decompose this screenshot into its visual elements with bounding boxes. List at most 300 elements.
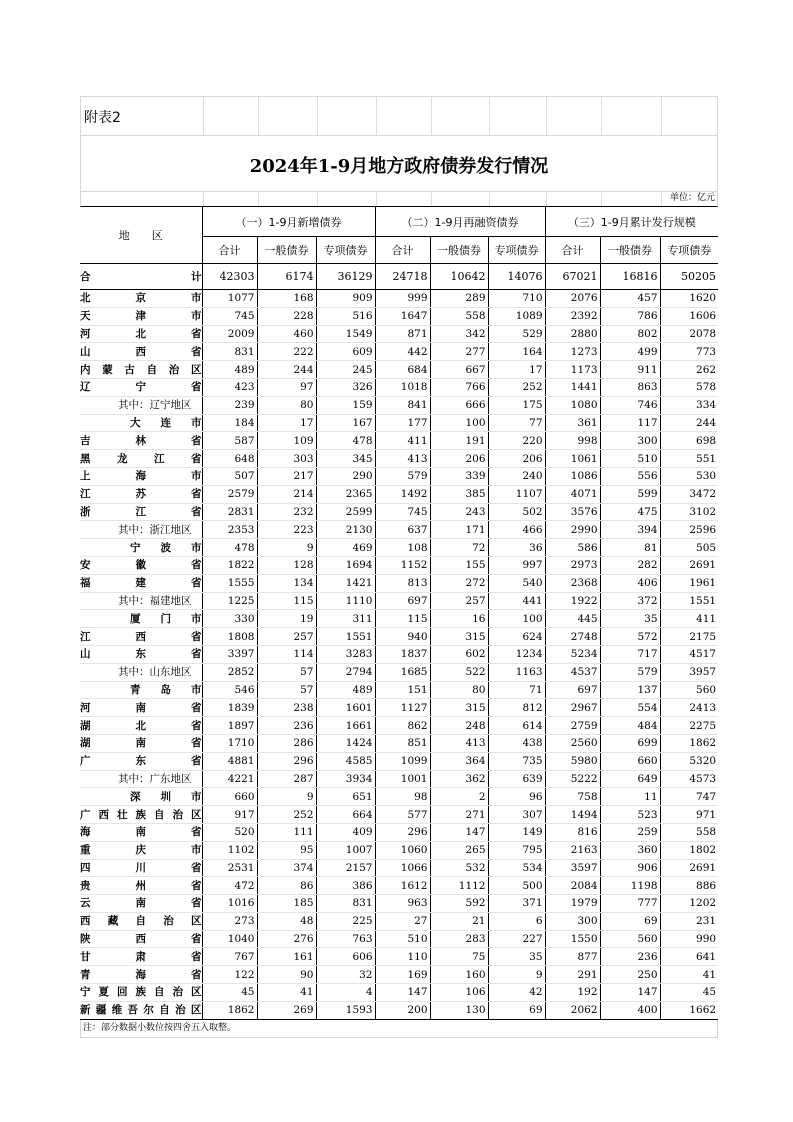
- region-name: 辽 宁 省: [80, 378, 202, 396]
- total-value-cell: 14076: [488, 264, 545, 290]
- value-cell: 2157: [316, 859, 375, 877]
- value-cell: 577: [375, 806, 430, 824]
- region-name: 海 南 省: [80, 823, 202, 841]
- value-cell: 273: [202, 912, 257, 930]
- value-cell: 326: [316, 378, 375, 396]
- value-cell: 2560: [545, 734, 600, 752]
- value-cell: 75: [430, 948, 488, 966]
- table-row: [80, 556, 718, 574]
- region-name: 甘 肃 省: [80, 948, 202, 966]
- table-row: [80, 806, 718, 824]
- value-cell: 271: [430, 806, 488, 824]
- region-name: 北 京 市: [80, 290, 202, 308]
- sub-header-cell: 专项债券: [316, 237, 375, 264]
- value-cell: 300: [545, 912, 600, 930]
- value-cell: 551: [660, 450, 718, 468]
- value-cell: 109: [257, 432, 316, 450]
- value-cell: 1551: [316, 628, 375, 646]
- value-cell: 3102: [660, 503, 718, 521]
- region-name: 宁 波 市: [80, 539, 202, 557]
- value-cell: 1066: [375, 859, 430, 877]
- table-row: [80, 645, 718, 663]
- value-cell: 2967: [545, 699, 600, 717]
- value-cell: 886: [660, 877, 718, 895]
- value-cell: 147: [430, 823, 488, 841]
- value-cell: 599: [600, 485, 660, 503]
- value-cell: 300: [600, 432, 660, 450]
- value-cell: 460: [257, 325, 316, 343]
- value-cell: 5320: [660, 752, 718, 770]
- total-value-cell: 36129: [316, 264, 375, 290]
- value-cell: 289: [430, 290, 488, 308]
- value-cell: 2413: [660, 699, 718, 717]
- sub-header-cell: 合计: [545, 237, 600, 264]
- value-cell: 1110: [316, 592, 375, 610]
- value-cell: 413: [375, 450, 430, 468]
- table-row: [80, 396, 718, 414]
- value-cell: 911: [600, 361, 660, 379]
- value-cell: 110: [375, 948, 430, 966]
- value-cell: 1808: [202, 628, 257, 646]
- table-row: [80, 948, 718, 966]
- value-cell: 2599: [316, 503, 375, 521]
- table-row: [80, 414, 718, 432]
- value-cell: 69: [600, 912, 660, 930]
- value-cell: 1802: [660, 841, 718, 859]
- value-cell: 115: [257, 592, 316, 610]
- table-row: [80, 912, 718, 930]
- value-cell: 1685: [375, 663, 430, 681]
- sub-header-cell: 合计: [375, 237, 430, 264]
- value-cell: 296: [257, 752, 316, 770]
- value-cell: 4573: [660, 770, 718, 788]
- value-cell: 2596: [660, 521, 718, 539]
- sub-header-cell: 合计: [202, 237, 257, 264]
- value-cell: 1040: [202, 930, 257, 948]
- value-cell: 1897: [202, 717, 257, 735]
- value-cell: 745: [375, 503, 430, 521]
- value-cell: 747: [660, 788, 718, 806]
- value-cell: 57: [257, 663, 316, 681]
- value-cell: 1494: [545, 806, 600, 824]
- value-cell: 245: [316, 361, 375, 379]
- region-name: 江 西 省: [80, 628, 202, 646]
- value-cell: 57: [257, 681, 316, 699]
- value-cell: 516: [316, 307, 375, 325]
- table-row: [80, 378, 718, 396]
- value-cell: 168: [257, 290, 316, 308]
- value-cell: 192: [545, 984, 600, 1002]
- total-value-cell: 50205: [660, 264, 718, 290]
- value-cell: 175: [488, 396, 545, 414]
- value-cell: 777: [600, 895, 660, 913]
- value-cell: 529: [488, 325, 545, 343]
- value-cell: 2759: [545, 717, 600, 735]
- value-cell: 4881: [202, 752, 257, 770]
- region-name: 贵 州 省: [80, 877, 202, 895]
- value-cell: 362: [430, 770, 488, 788]
- value-cell: 592: [430, 895, 488, 913]
- value-cell: 786: [600, 307, 660, 325]
- value-cell: 17: [488, 361, 545, 379]
- table-row: [80, 290, 718, 308]
- total-value-cell: 42303: [202, 264, 257, 290]
- value-cell: 171: [430, 521, 488, 539]
- table-row: [80, 503, 718, 521]
- value-cell: 19: [257, 610, 316, 628]
- value-cell: 364: [430, 752, 488, 770]
- value-cell: 602: [430, 645, 488, 663]
- value-cell: 578: [660, 378, 718, 396]
- value-cell: 1922: [545, 592, 600, 610]
- table-row: [80, 325, 718, 343]
- value-cell: 697: [375, 592, 430, 610]
- value-cell: 400: [600, 1001, 660, 1019]
- value-cell: 664: [316, 806, 375, 824]
- value-cell: 236: [600, 948, 660, 966]
- value-cell: 1016: [202, 895, 257, 913]
- value-cell: 117: [600, 414, 660, 432]
- region-name: 河 北 省: [80, 325, 202, 343]
- region-name: 浙 江 省: [80, 503, 202, 521]
- value-cell: 684: [375, 361, 430, 379]
- value-cell: 4517: [660, 645, 718, 663]
- value-cell: 95: [257, 841, 316, 859]
- value-cell: 660: [600, 752, 660, 770]
- value-cell: 259: [600, 823, 660, 841]
- value-cell: 231: [660, 912, 718, 930]
- value-cell: 6: [488, 912, 545, 930]
- value-cell: 2076: [545, 290, 600, 308]
- value-cell: 262: [660, 361, 718, 379]
- value-cell: 1492: [375, 485, 430, 503]
- value-cell: 558: [430, 307, 488, 325]
- value-cell: 871: [375, 325, 430, 343]
- table-row: [80, 307, 718, 325]
- value-cell: 699: [600, 734, 660, 752]
- value-cell: 614: [488, 717, 545, 735]
- sub-header-cell: 一般债券: [257, 237, 316, 264]
- value-cell: 214: [257, 485, 316, 503]
- value-cell: 1822: [202, 556, 257, 574]
- value-cell: 997: [488, 556, 545, 574]
- value-cell: 1127: [375, 699, 430, 717]
- value-cell: 371: [488, 895, 545, 913]
- table-row: [80, 432, 718, 450]
- value-cell: 1593: [316, 1001, 375, 1019]
- value-cell: 16: [430, 610, 488, 628]
- group-header-new: （一）1-9月新增债券: [202, 207, 375, 237]
- table-row: [80, 859, 718, 877]
- total-value-cell: 10642: [430, 264, 488, 290]
- value-cell: 534: [488, 859, 545, 877]
- value-cell: 767: [202, 948, 257, 966]
- value-cell: 100: [488, 610, 545, 628]
- region-name: 合 计: [80, 264, 202, 290]
- value-cell: 990: [660, 930, 718, 948]
- value-cell: 4071: [545, 485, 600, 503]
- region-name: 其中：山东地区: [80, 663, 202, 681]
- value-cell: 374: [257, 859, 316, 877]
- region-name: 其中：浙江地区: [80, 521, 202, 539]
- value-cell: 442: [375, 343, 430, 361]
- value-cell: 191: [430, 432, 488, 450]
- value-cell: 648: [202, 450, 257, 468]
- table-row: [80, 361, 718, 379]
- value-cell: 697: [545, 681, 600, 699]
- value-cell: 2084: [545, 877, 600, 895]
- value-cell: 77: [488, 414, 545, 432]
- value-cell: 813: [375, 574, 430, 592]
- value-cell: 409: [316, 823, 375, 841]
- value-cell: 466: [488, 521, 545, 539]
- value-cell: 1007: [316, 841, 375, 859]
- value-cell: 5234: [545, 645, 600, 663]
- total-value-cell: 6174: [257, 264, 316, 290]
- region-name: 宁 夏 回 族 自 治 区: [80, 984, 202, 1002]
- value-cell: 147: [600, 984, 660, 1002]
- value-cell: 510: [375, 930, 430, 948]
- value-cell: 339: [430, 467, 488, 485]
- value-cell: 735: [488, 752, 545, 770]
- table-row: [80, 699, 718, 717]
- value-cell: 4: [316, 984, 375, 1002]
- table-row: [80, 343, 718, 361]
- value-cell: 3472: [660, 485, 718, 503]
- value-cell: 9: [488, 966, 545, 984]
- value-cell: 1086: [545, 467, 600, 485]
- value-cell: 717: [600, 645, 660, 663]
- value-cell: 758: [545, 788, 600, 806]
- value-cell: 27: [375, 912, 430, 930]
- value-cell: 2368: [545, 574, 600, 592]
- value-cell: 841: [375, 396, 430, 414]
- value-cell: 802: [600, 325, 660, 343]
- value-cell: 1551: [660, 592, 718, 610]
- value-cell: 86: [257, 877, 316, 895]
- region-name: 青 岛 市: [80, 681, 202, 699]
- value-cell: 2078: [660, 325, 718, 343]
- region-header: 地 区: [80, 207, 202, 264]
- value-cell: 35: [600, 610, 660, 628]
- value-cell: 1102: [202, 841, 257, 859]
- value-cell: 510: [600, 450, 660, 468]
- table-row: [80, 984, 718, 1002]
- value-cell: 4585: [316, 752, 375, 770]
- value-cell: 244: [257, 361, 316, 379]
- value-cell: 128: [257, 556, 316, 574]
- table-row: [80, 467, 718, 485]
- table-row: [80, 734, 718, 752]
- total-row: [80, 264, 718, 290]
- value-cell: 1979: [545, 895, 600, 913]
- value-cell: 227: [488, 930, 545, 948]
- value-cell: 69: [488, 1001, 545, 1019]
- table-row: [80, 450, 718, 468]
- value-cell: 296: [375, 823, 430, 841]
- value-cell: 5222: [545, 770, 600, 788]
- value-cell: 239: [202, 396, 257, 414]
- value-cell: 2794: [316, 663, 375, 681]
- table-row: [80, 610, 718, 628]
- value-cell: 1060: [375, 841, 430, 859]
- value-cell: 3597: [545, 859, 600, 877]
- value-cell: 96: [488, 788, 545, 806]
- value-cell: 1089: [488, 307, 545, 325]
- value-cell: 746: [600, 396, 660, 414]
- value-cell: 507: [202, 467, 257, 485]
- value-cell: 917: [202, 806, 257, 824]
- value-cell: 1099: [375, 752, 430, 770]
- value-cell: 1424: [316, 734, 375, 752]
- region-name: 青 海 省: [80, 966, 202, 984]
- value-cell: 499: [600, 343, 660, 361]
- value-cell: 282: [600, 556, 660, 574]
- value-cell: 1662: [660, 1001, 718, 1019]
- value-cell: 1862: [202, 1001, 257, 1019]
- value-cell: 502: [488, 503, 545, 521]
- region-name: 山 西 省: [80, 343, 202, 361]
- value-cell: 134: [257, 574, 316, 592]
- region-name: 黑 龙 江 省: [80, 450, 202, 468]
- value-cell: 248: [430, 717, 488, 735]
- value-cell: 1273: [545, 343, 600, 361]
- value-cell: 2691: [660, 556, 718, 574]
- region-name: 深 圳 市: [80, 788, 202, 806]
- region-name: 湖 北 省: [80, 717, 202, 735]
- value-cell: 169: [375, 966, 430, 984]
- sub-header-cell: 专项债券: [660, 237, 718, 264]
- value-cell: 2: [430, 788, 488, 806]
- value-cell: 167: [316, 414, 375, 432]
- value-cell: 666: [430, 396, 488, 414]
- value-cell: 2579: [202, 485, 257, 503]
- value-cell: 862: [375, 717, 430, 735]
- value-cell: 1163: [488, 663, 545, 681]
- value-cell: 530: [660, 467, 718, 485]
- value-cell: 223: [257, 521, 316, 539]
- value-cell: 161: [257, 948, 316, 966]
- value-cell: 303: [257, 450, 316, 468]
- value-cell: 812: [488, 699, 545, 717]
- value-cell: 184: [202, 414, 257, 432]
- unit-row: [80, 192, 718, 207]
- footnote: 注：部分数据小数位按四舍五入取整。: [80, 1020, 718, 1038]
- value-cell: 1173: [545, 361, 600, 379]
- table-row: [80, 895, 718, 913]
- region-name: 陕 西 省: [80, 930, 202, 948]
- table-row: [80, 539, 718, 557]
- value-cell: 1961: [660, 574, 718, 592]
- value-cell: 641: [660, 948, 718, 966]
- table-row: [80, 663, 718, 681]
- value-cell: 32: [316, 966, 375, 984]
- value-cell: 457: [600, 290, 660, 308]
- value-cell: 206: [430, 450, 488, 468]
- value-cell: 1077: [202, 290, 257, 308]
- value-cell: 137: [600, 681, 660, 699]
- region-name: 内 蒙 古 自 治 区: [80, 361, 202, 379]
- region-name: 其中：福建地区: [80, 592, 202, 610]
- value-cell: 1647: [375, 307, 430, 325]
- value-cell: 1421: [316, 574, 375, 592]
- value-cell: 177: [375, 414, 430, 432]
- value-cell: 159: [316, 396, 375, 414]
- value-cell: 5980: [545, 752, 600, 770]
- table-row: [80, 592, 718, 610]
- total-value-cell: 24718: [375, 264, 430, 290]
- value-cell: 816: [545, 823, 600, 841]
- value-cell: 394: [600, 521, 660, 539]
- table-row: [80, 966, 718, 984]
- value-cell: 71: [488, 681, 545, 699]
- value-cell: 2275: [660, 717, 718, 735]
- region-name: 大 连 市: [80, 414, 202, 432]
- region-name: 湖 南 省: [80, 734, 202, 752]
- value-cell: 80: [430, 681, 488, 699]
- value-cell: 1061: [545, 450, 600, 468]
- region-name: 重 庆 市: [80, 841, 202, 859]
- table-row: [80, 788, 718, 806]
- region-name: 吉 林 省: [80, 432, 202, 450]
- value-cell: 45: [202, 984, 257, 1002]
- value-cell: 90: [257, 966, 316, 984]
- value-cell: 520: [202, 823, 257, 841]
- value-cell: 1225: [202, 592, 257, 610]
- value-cell: 386: [316, 877, 375, 895]
- value-cell: 766: [430, 378, 488, 396]
- value-cell: 441: [488, 592, 545, 610]
- value-cell: 831: [202, 343, 257, 361]
- table-row: [80, 877, 718, 895]
- value-cell: 238: [257, 699, 316, 717]
- value-cell: 269: [257, 1001, 316, 1019]
- region-name: 四 川 省: [80, 859, 202, 877]
- value-cell: 478: [316, 432, 375, 450]
- value-cell: 372: [600, 592, 660, 610]
- region-name: 西 藏 自 治 区: [80, 912, 202, 930]
- value-cell: 21: [430, 912, 488, 930]
- value-cell: 122: [202, 966, 257, 984]
- value-cell: 155: [430, 556, 488, 574]
- value-cell: 291: [545, 966, 600, 984]
- value-cell: 108: [375, 539, 430, 557]
- value-cell: 250: [600, 966, 660, 984]
- value-cell: 1549: [316, 325, 375, 343]
- value-cell: 651: [316, 788, 375, 806]
- value-cell: 2531: [202, 859, 257, 877]
- value-cell: 149: [488, 823, 545, 841]
- value-cell: 639: [488, 770, 545, 788]
- value-cell: 558: [660, 823, 718, 841]
- value-cell: 206: [488, 450, 545, 468]
- value-cell: 489: [316, 681, 375, 699]
- value-cell: 3934: [316, 770, 375, 788]
- value-cell: 11: [600, 788, 660, 806]
- value-cell: 42: [488, 984, 545, 1002]
- value-cell: 315: [430, 628, 488, 646]
- value-cell: 9: [257, 539, 316, 557]
- value-cell: 160: [430, 966, 488, 984]
- value-cell: 2831: [202, 503, 257, 521]
- value-cell: 579: [375, 467, 430, 485]
- value-cell: 1001: [375, 770, 430, 788]
- value-cell: 164: [488, 343, 545, 361]
- value-cell: 283: [430, 930, 488, 948]
- page-title: 2024年1-9月地方政府债券发行情况: [249, 156, 549, 177]
- region-name: 厦 门 市: [80, 610, 202, 628]
- value-cell: 609: [316, 343, 375, 361]
